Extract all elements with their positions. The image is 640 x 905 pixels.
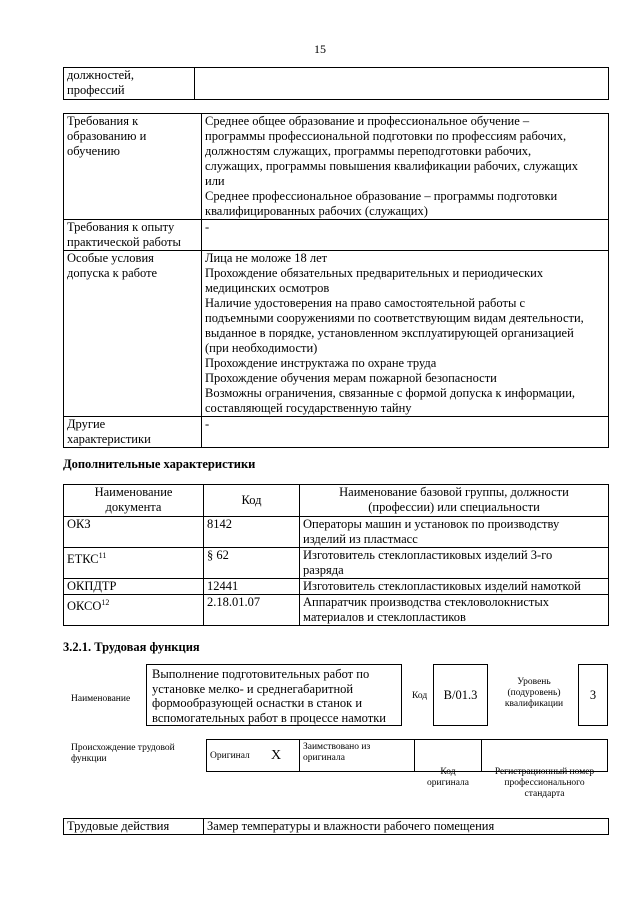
text-line: оригинала — [303, 753, 345, 763]
document-abbr: ЕТКС — [67, 552, 99, 567]
text-line: Возможны ограничения, связанные с формой допуска к информации, — [205, 386, 576, 400]
text-line: функции — [71, 754, 107, 764]
text-line: (профессии) или специальности — [368, 500, 540, 514]
text-line: Код — [440, 767, 456, 777]
text-line: Наименование базовой группы, должности — [339, 485, 569, 499]
text-line: образованию и — [67, 129, 147, 143]
document-name — [64, 595, 204, 626]
text-line: оригинала — [427, 778, 469, 788]
text-line: Регистрационный номер — [494, 767, 595, 777]
text-line: подъемными сооружениями по соответствующим видам деятельности, — [205, 311, 584, 325]
text-line: программы профессиональной подготовки по профессиям рабочих, — [205, 129, 567, 143]
text-line: - — [205, 417, 210, 431]
text-line: Другие — [67, 417, 106, 431]
document-code: 12441 — [204, 579, 300, 595]
original-box — [206, 739, 300, 772]
text-line: Уровень — [517, 677, 551, 687]
continuation-value — [195, 68, 609, 100]
document-description — [300, 595, 609, 626]
function-name-box — [146, 664, 402, 726]
level-value-box — [578, 664, 608, 726]
text-line: должностям служащих, программы переподготовки рабочих, — [205, 144, 532, 158]
code-value-box — [433, 664, 488, 726]
origin-label — [71, 743, 175, 765]
text-line: установке мелко- и среднегабаритной — [152, 681, 354, 696]
footnote-ref: 12 — [101, 598, 110, 607]
additional-table — [63, 484, 609, 626]
requirement-value — [202, 251, 609, 417]
document-abbr: ОКПДТР — [67, 579, 117, 593]
text-line: Требования к — [67, 114, 139, 128]
requirement-row — [64, 251, 609, 417]
text-line: Аппаратчик производства стекловолокнистых — [303, 595, 549, 609]
requirement-row — [64, 220, 609, 251]
document-abbr: ОКСО — [67, 599, 102, 614]
level-value: 3 — [589, 688, 597, 702]
actions-table — [63, 818, 609, 835]
text-line: Среднее общее образование и профессиональное обучение – — [205, 114, 530, 128]
name-label: Наименование — [71, 694, 131, 704]
document-description — [300, 517, 609, 548]
text-line: (подуровень) — [507, 688, 561, 698]
text-line: Выполнение подготовительных работ по — [152, 667, 370, 681]
text-line: должностей, — [67, 68, 134, 82]
document-code: 8142 — [204, 517, 300, 548]
origin-code-label — [414, 767, 482, 789]
actions-first-value: Замер температуры и влажности рабочего помещения — [204, 819, 609, 835]
requirement-label — [64, 220, 202, 251]
document-name — [64, 548, 204, 579]
document-name — [64, 579, 204, 595]
requirements-table — [63, 113, 609, 448]
borrowed-box — [299, 739, 415, 772]
text-line: Прохождение инструктажа по охране труда — [205, 356, 437, 370]
text-line: Наименование — [94, 485, 173, 499]
text-line: изделий из пластмасс — [303, 532, 418, 546]
code-value: B/01.3 — [443, 688, 478, 702]
table-row — [64, 548, 609, 579]
text-line: вспомогательных работ в процессе намотки — [152, 710, 386, 725]
document-code: § 62 — [204, 548, 300, 579]
requirement-value — [202, 114, 609, 220]
text-line: Особые условия — [67, 251, 154, 265]
text-line: Наличие удостоверения на право самостоятельной работы с — [205, 296, 526, 310]
text-line: - — [205, 220, 210, 234]
text-line: (при необходимости) — [205, 341, 318, 355]
text-line: или — [205, 174, 225, 188]
text-line: медицинских осмотров — [205, 281, 330, 295]
requirement-label — [64, 251, 202, 417]
text-line: Происхождение трудовой — [71, 743, 175, 753]
requirement-row — [64, 114, 609, 220]
table-row — [64, 579, 609, 595]
level-label — [494, 677, 574, 710]
header-description — [300, 485, 609, 517]
text-line: формообразующей оснастки в станок и — [152, 696, 363, 710]
text-line: стандарта — [524, 789, 565, 799]
text-line: служащих, программы повышения квалификации рабочих, служащих — [205, 159, 578, 173]
text-line: составляющей государственную тайну — [205, 401, 412, 415]
text-line: Прохождение обязательных предварительных и периодических — [205, 266, 544, 280]
code-label: Код — [412, 691, 428, 701]
text-line: характеристики — [67, 432, 151, 446]
text-line: допуска к работе — [67, 266, 158, 280]
text-line: квалифицированных рабочих (служащих) — [205, 204, 428, 218]
document-name — [64, 517, 204, 548]
original-mark: X — [271, 748, 282, 763]
requirement-row — [64, 417, 609, 448]
text-line: Заимствовано из — [303, 742, 371, 752]
text-line: Операторы машин и установок по производству — [303, 517, 560, 531]
document-description — [300, 548, 609, 579]
function-title: 3.2.1. Трудовая функция — [63, 640, 200, 654]
table-row — [64, 595, 609, 626]
continuation-label — [64, 68, 195, 100]
header-code: Код — [204, 485, 300, 517]
text-line: квалификации — [504, 699, 564, 709]
requirement-label — [64, 114, 202, 220]
reg-number-label — [481, 767, 608, 800]
footnote-ref: 11 — [98, 551, 107, 560]
text-line: документа — [105, 500, 162, 514]
actions-label: Трудовые действия — [64, 819, 204, 835]
text-line: Изготовитель стеклопластиковых изделий 3-го — [303, 548, 553, 562]
page-number: 15 — [314, 42, 326, 56]
text-line: разряда — [303, 563, 344, 577]
text-line: Прохождение обучения мерам пожарной безопасности — [205, 371, 497, 385]
additional-title: Дополнительные характеристики — [63, 457, 256, 471]
text-line: выданное в порядке, установленном эксплуатирующей организацией — [205, 326, 574, 340]
table-row — [64, 517, 609, 548]
text-line: Лица не моложе 18 лет — [205, 251, 328, 265]
text-line: материалов и стеклопластиков — [303, 610, 466, 624]
original-label: Оригинал — [210, 751, 250, 761]
text-line: Требования к опыту — [67, 220, 175, 234]
requirement-value — [202, 220, 609, 251]
text-line: практической работы — [67, 235, 181, 249]
text-line: профессионального — [504, 778, 585, 788]
requirement-label — [64, 417, 202, 448]
header-document — [64, 485, 204, 517]
document-description — [300, 579, 609, 595]
text-line: Изготовитель стеклопластиковых изделий намоткой — [303, 579, 581, 593]
document-abbr: ОКЗ — [67, 517, 91, 531]
text-line: профессий — [67, 83, 125, 97]
text-line: обучению — [67, 144, 120, 158]
text-line: Среднее профессиональное образование – программы подготовки — [205, 189, 558, 203]
requirement-value — [202, 417, 609, 448]
document-code: 2.18.01.07 — [204, 595, 300, 626]
continuation-table — [63, 67, 609, 100]
